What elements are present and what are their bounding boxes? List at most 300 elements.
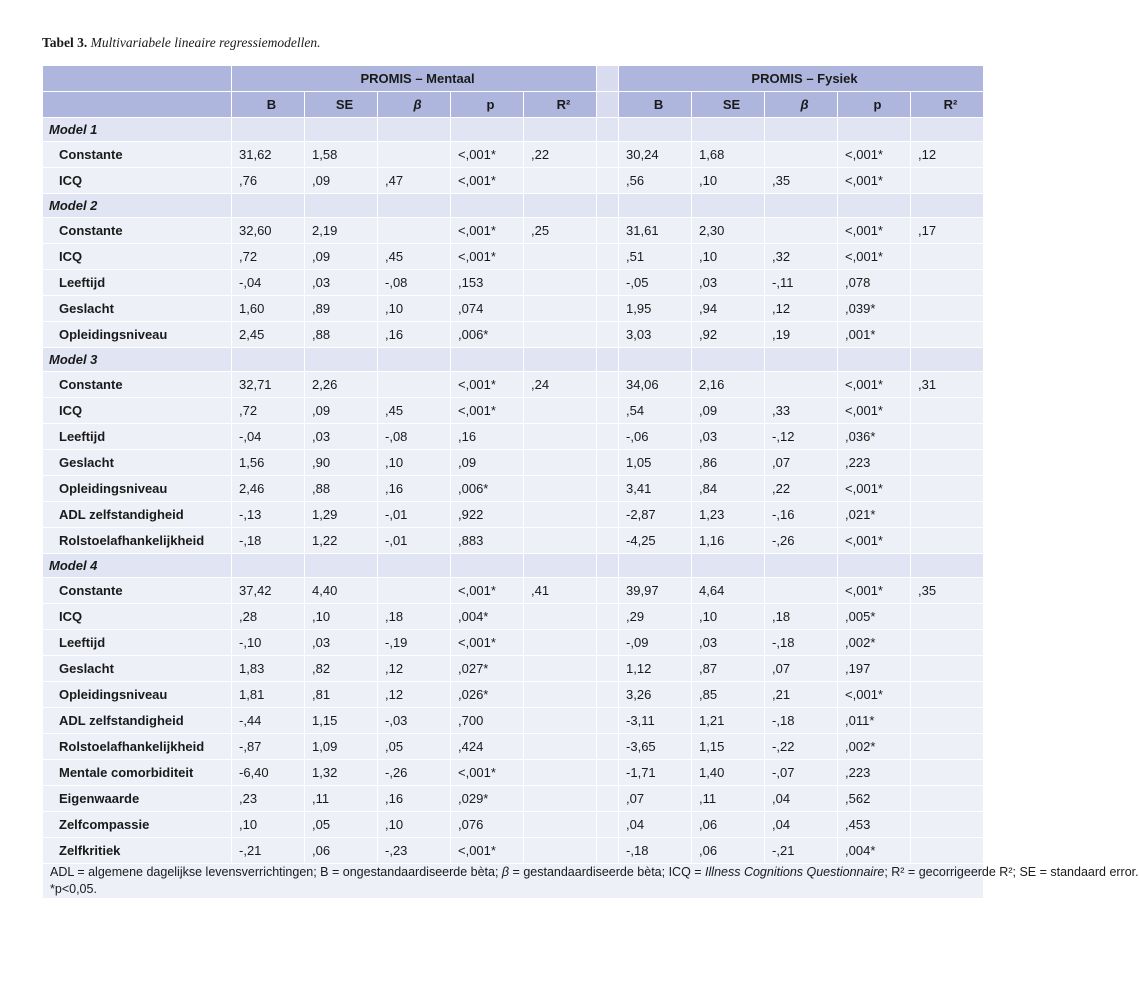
mentaal-r2-cell: ,25 [524,218,597,244]
column-header-row [43,92,984,118]
mentaal-se-cell: ,09 [305,244,378,270]
mentaal-p-cell: ,004* [451,604,524,630]
col-header-se: SE [305,92,378,118]
fysiek-beta-cell [765,218,838,244]
fysiek-se-cell: ,92 [692,322,765,348]
empty-cell [619,194,692,218]
table-row [43,450,984,476]
fysiek-r2-cell [911,244,984,270]
mentaal-b-cell: 1,60 [232,296,305,322]
mentaal-se-cell: 1,15 [305,708,378,734]
fysiek-beta-cell: ,19 [765,322,838,348]
mentaal-beta-cell: -,23 [378,838,451,864]
fysiek-p-cell: <,001* [838,218,911,244]
fysiek-r2-cell: ,31 [911,372,984,398]
fysiek-se-cell: 1,40 [692,760,765,786]
col-header-b: B [232,92,305,118]
footnote [43,864,1139,899]
mentaal-beta-cell: ,16 [378,322,451,348]
mentaal-beta-cell: ,10 [378,812,451,838]
mentaal-p-cell: ,027* [451,656,524,682]
table-row [43,244,984,270]
empty-cell [619,118,692,142]
variable-label: Geslacht [43,656,232,682]
fysiek-p-cell: ,011* [838,708,911,734]
fysiek-r2-cell [911,656,984,682]
fysiek-p-cell: ,021* [838,502,911,528]
fysiek-beta-cell: ,04 [765,786,838,812]
mentaal-se-cell: 1,29 [305,502,378,528]
fysiek-b-cell: -3,65 [619,734,692,760]
variable-label: ADL zelfstandigheid [43,502,232,528]
mentaal-se-cell: ,06 [305,838,378,864]
mentaal-se-cell: ,88 [305,476,378,502]
variable-label: Zelfkritiek [43,838,232,864]
mentaal-beta-cell [378,372,451,398]
fysiek-p-cell: ,197 [838,656,911,682]
fysiek-r2-cell [911,398,984,424]
fysiek-se-cell: ,03 [692,270,765,296]
mentaal-beta-cell [378,218,451,244]
mentaal-b-cell: -6,40 [232,760,305,786]
column-gap [597,838,619,864]
column-gap [597,270,619,296]
mentaal-p-cell: ,16 [451,424,524,450]
mentaal-p-cell: <,001* [451,168,524,194]
fysiek-r2-cell [911,424,984,450]
mentaal-r2-cell [524,682,597,708]
fysiek-b-cell: ,54 [619,398,692,424]
fysiek-se-cell: 4,64 [692,578,765,604]
empty-cell [378,348,451,372]
model-label: Model 3 [43,348,232,372]
col-header-b: B [619,92,692,118]
mentaal-p-cell: <,001* [451,398,524,424]
mentaal-se-cell: 2,19 [305,218,378,244]
fysiek-se-cell: 1,68 [692,142,765,168]
model-label: Model 4 [43,554,232,578]
mentaal-beta-cell: ,10 [378,296,451,322]
mentaal-b-cell: -,10 [232,630,305,656]
mentaal-p-cell: <,001* [451,578,524,604]
fysiek-se-cell: ,85 [692,682,765,708]
fysiek-b-cell: 3,41 [619,476,692,502]
variable-label: Leeftijd [43,630,232,656]
mentaal-b-cell: 1,56 [232,450,305,476]
fysiek-r2-cell [911,502,984,528]
column-gap [597,218,619,244]
mentaal-se-cell: 1,09 [305,734,378,760]
mentaal-beta-cell: -,01 [378,528,451,554]
mentaal-b-cell: ,23 [232,786,305,812]
empty-cell [619,554,692,578]
fysiek-p-cell: ,002* [838,630,911,656]
fysiek-beta-cell: -,21 [765,838,838,864]
fysiek-r2-cell [911,270,984,296]
column-gap [597,656,619,682]
mentaal-beta-cell: ,12 [378,682,451,708]
fysiek-r2-cell: ,12 [911,142,984,168]
fysiek-r2-cell: ,17 [911,218,984,244]
col-header-p: p [451,92,524,118]
fysiek-r2-cell [911,296,984,322]
variable-label: ICQ [43,244,232,270]
empty-cell [765,348,838,372]
footnote-icq: Illness Cognitions Questionnaire [705,865,885,879]
fysiek-beta-cell [765,142,838,168]
mentaal-p-cell: ,09 [451,450,524,476]
mentaal-r2-cell [524,786,597,812]
fysiek-beta-cell: ,32 [765,244,838,270]
empty-cell [451,118,524,142]
mentaal-p-cell: ,922 [451,502,524,528]
empty-cell [838,554,911,578]
variable-label: Geslacht [43,450,232,476]
mentaal-se-cell: ,89 [305,296,378,322]
fysiek-b-cell: 30,24 [619,142,692,168]
mentaal-b-cell: -,13 [232,502,305,528]
fysiek-r2-cell [911,476,984,502]
fysiek-se-cell: 2,30 [692,218,765,244]
table-row [43,424,984,450]
mentaal-r2-cell [524,424,597,450]
empty-cell [838,194,911,218]
empty-cell [305,194,378,218]
fysiek-beta-cell: ,18 [765,604,838,630]
fysiek-b-cell: 31,61 [619,218,692,244]
regression-table [42,65,1139,899]
fysiek-beta-cell: ,22 [765,476,838,502]
mentaal-b-cell: ,72 [232,398,305,424]
mentaal-b-cell: 1,81 [232,682,305,708]
variable-label: Zelfcompassie [43,812,232,838]
group-header-fysiek: PROMIS – Fysiek [619,66,984,92]
fysiek-p-cell: ,004* [838,838,911,864]
col-header-se: SE [692,92,765,118]
column-gap [597,554,619,578]
empty-cell [765,118,838,142]
fysiek-b-cell: 3,26 [619,682,692,708]
fysiek-se-cell: 1,16 [692,528,765,554]
mentaal-beta-cell: -,26 [378,760,451,786]
fysiek-p-cell: <,001* [838,476,911,502]
column-gap [597,760,619,786]
model-row [43,348,984,372]
mentaal-beta-cell: -,03 [378,708,451,734]
fysiek-se-cell: ,10 [692,244,765,270]
mentaal-p-cell: <,001* [451,244,524,270]
fysiek-r2-cell [911,322,984,348]
empty-cell [451,554,524,578]
col-header-beta: β [378,92,451,118]
corner-cell [43,92,232,118]
fysiek-b-cell: ,29 [619,604,692,630]
fysiek-beta-cell: -,18 [765,708,838,734]
fysiek-p-cell: <,001* [838,682,911,708]
empty-cell [232,118,305,142]
col-header-beta: β [765,92,838,118]
mentaal-r2-cell [524,734,597,760]
fysiek-b-cell: 1,95 [619,296,692,322]
table-row [43,322,984,348]
mentaal-r2-cell [524,708,597,734]
empty-cell [911,348,984,372]
fysiek-beta-cell: -,18 [765,630,838,656]
fysiek-beta-cell [765,578,838,604]
fysiek-se-cell: 1,23 [692,502,765,528]
fysiek-beta-cell: ,12 [765,296,838,322]
mentaal-se-cell: 1,32 [305,760,378,786]
mentaal-p-cell: <,001* [451,372,524,398]
fysiek-p-cell: ,078 [838,270,911,296]
table-row [43,812,984,838]
mentaal-se-cell: 2,26 [305,372,378,398]
mentaal-r2-cell [524,476,597,502]
fysiek-b-cell: 1,12 [619,656,692,682]
mentaal-b-cell: -,44 [232,708,305,734]
mentaal-p-cell: <,001* [451,838,524,864]
empty-cell [524,118,597,142]
table-row [43,760,984,786]
fysiek-se-cell: 2,16 [692,372,765,398]
fysiek-r2-cell [911,786,984,812]
table-caption [42,35,320,51]
variable-label: ADL zelfstandigheid [43,708,232,734]
table-row [43,296,984,322]
mentaal-p-cell: ,153 [451,270,524,296]
model-label: Model 1 [43,118,232,142]
mentaal-beta-cell: -,01 [378,502,451,528]
mentaal-b-cell: -,04 [232,270,305,296]
mentaal-se-cell: ,03 [305,424,378,450]
fysiek-p-cell: <,001* [838,528,911,554]
empty-cell [451,348,524,372]
col-header-p: p [838,92,911,118]
table-row [43,372,984,398]
column-gap [597,322,619,348]
empty-cell [692,348,765,372]
column-gap [597,168,619,194]
mentaal-r2-cell [524,760,597,786]
empty-cell [378,554,451,578]
fysiek-se-cell: ,86 [692,450,765,476]
empty-cell [451,194,524,218]
table-row [43,708,984,734]
group-header-row [43,66,984,92]
mentaal-beta-cell: ,47 [378,168,451,194]
mentaal-se-cell: ,09 [305,398,378,424]
table-row [43,528,984,554]
variable-label: Rolstoelafhankelijkheid [43,734,232,760]
fysiek-beta-cell: ,21 [765,682,838,708]
fysiek-p-cell: <,001* [838,578,911,604]
fysiek-p-cell: ,005* [838,604,911,630]
table-row [43,656,984,682]
column-gap [597,604,619,630]
empty-cell [692,118,765,142]
variable-label: Constante [43,218,232,244]
mentaal-p-cell: ,029* [451,786,524,812]
mentaal-b-cell: 32,71 [232,372,305,398]
empty-cell [838,118,911,142]
column-gap [597,682,619,708]
table-row [43,838,984,864]
mentaal-beta-cell: ,16 [378,476,451,502]
column-gap [597,734,619,760]
table-row [43,734,984,760]
col-header-r2: R² [524,92,597,118]
fysiek-se-cell: ,94 [692,296,765,322]
fysiek-beta-cell: ,33 [765,398,838,424]
fysiek-r2-cell [911,838,984,864]
empty-cell [232,348,305,372]
table-row [43,476,984,502]
mentaal-p-cell: ,076 [451,812,524,838]
fysiek-b-cell: -,09 [619,630,692,656]
empty-cell [911,554,984,578]
fysiek-b-cell: -4,25 [619,528,692,554]
fysiek-se-cell: ,10 [692,168,765,194]
fysiek-p-cell: ,002* [838,734,911,760]
fysiek-p-cell: ,562 [838,786,911,812]
variable-label: Leeftijd [43,424,232,450]
mentaal-r2-cell [524,838,597,864]
fysiek-se-cell: ,87 [692,656,765,682]
fysiek-b-cell: -,06 [619,424,692,450]
fysiek-b-cell: -3,11 [619,708,692,734]
fysiek-beta-cell [765,372,838,398]
column-gap [597,372,619,398]
table-body [43,118,984,864]
column-gap [597,142,619,168]
mentaal-se-cell: 1,22 [305,528,378,554]
fysiek-p-cell: ,001* [838,322,911,348]
fysiek-beta-cell: -,12 [765,424,838,450]
mentaal-se-cell: ,03 [305,630,378,656]
fysiek-r2-cell [911,812,984,838]
footnote-row [43,864,984,899]
mentaal-se-cell: 4,40 [305,578,378,604]
corner-cell [43,66,232,92]
table-row [43,630,984,656]
mentaal-r2-cell [524,398,597,424]
fysiek-r2-cell [911,528,984,554]
empty-cell [378,118,451,142]
fysiek-beta-cell: -,07 [765,760,838,786]
variable-label: Constante [43,372,232,398]
model-row [43,554,984,578]
mentaal-r2-cell: ,24 [524,372,597,398]
column-gap [597,708,619,734]
mentaal-p-cell: ,074 [451,296,524,322]
fysiek-r2-cell [911,760,984,786]
fysiek-p-cell: <,001* [838,244,911,270]
empty-cell [524,348,597,372]
mentaal-b-cell: 37,42 [232,578,305,604]
mentaal-r2-cell [524,528,597,554]
column-gap [597,630,619,656]
mentaal-b-cell: 1,83 [232,656,305,682]
table-row [43,168,984,194]
fysiek-b-cell: ,56 [619,168,692,194]
fysiek-r2-cell [911,450,984,476]
mentaal-p-cell: <,001* [451,760,524,786]
table-row [43,604,984,630]
mentaal-r2-cell [524,270,597,296]
variable-label: Mentale comorbiditeit [43,760,232,786]
fysiek-beta-cell: ,35 [765,168,838,194]
fysiek-beta-cell: -,16 [765,502,838,528]
footnote-text: ADL = algemene dagelijkse levensverrichtingen; B = ongestandaardiseerde bèta; [50,865,502,879]
model-row [43,194,984,218]
fysiek-p-cell: ,223 [838,450,911,476]
variable-label: ICQ [43,398,232,424]
mentaal-r2-cell [524,244,597,270]
table-title: Multivariabele lineaire regressiemodellen. [90,35,321,50]
mentaal-b-cell: ,28 [232,604,305,630]
column-gap [597,66,619,92]
fysiek-b-cell: 34,06 [619,372,692,398]
table-row [43,682,984,708]
mentaal-p-cell: ,026* [451,682,524,708]
mentaal-r2-cell [524,322,597,348]
fysiek-se-cell: ,03 [692,630,765,656]
fysiek-beta-cell: ,04 [765,812,838,838]
fysiek-se-cell: ,84 [692,476,765,502]
fysiek-r2-cell [911,168,984,194]
fysiek-p-cell: ,036* [838,424,911,450]
empty-cell [911,118,984,142]
empty-cell [765,554,838,578]
empty-cell [765,194,838,218]
empty-cell [838,348,911,372]
mentaal-se-cell: ,09 [305,168,378,194]
fysiek-b-cell: 3,03 [619,322,692,348]
footnote-beta: β [501,865,510,879]
fysiek-b-cell: ,07 [619,786,692,812]
fysiek-p-cell: ,039* [838,296,911,322]
mentaal-se-cell: ,88 [305,322,378,348]
column-gap [597,92,619,118]
fysiek-beta-cell: -,22 [765,734,838,760]
variable-label: ICQ [43,168,232,194]
mentaal-b-cell: ,72 [232,244,305,270]
fysiek-b-cell: 39,97 [619,578,692,604]
fysiek-beta-cell: -,26 [765,528,838,554]
variable-label: Geslacht [43,296,232,322]
column-gap [597,296,619,322]
mentaal-b-cell: -,04 [232,424,305,450]
fysiek-r2-cell [911,604,984,630]
table-row [43,142,984,168]
fysiek-b-cell: ,04 [619,812,692,838]
column-gap [597,476,619,502]
mentaal-se-cell: ,11 [305,786,378,812]
fysiek-b-cell: -,18 [619,838,692,864]
mentaal-r2-cell: ,41 [524,578,597,604]
mentaal-p-cell: <,001* [451,630,524,656]
column-gap [597,578,619,604]
mentaal-r2-cell [524,450,597,476]
column-gap [597,528,619,554]
mentaal-beta-cell: -,08 [378,270,451,296]
mentaal-b-cell: 2,46 [232,476,305,502]
fysiek-b-cell: 1,05 [619,450,692,476]
footnote-text: ; R² = gecorrigeerde R²; SE = standaard error. [884,865,1139,879]
mentaal-beta-cell: ,05 [378,734,451,760]
fysiek-se-cell: ,11 [692,786,765,812]
mentaal-r2-cell: ,22 [524,142,597,168]
